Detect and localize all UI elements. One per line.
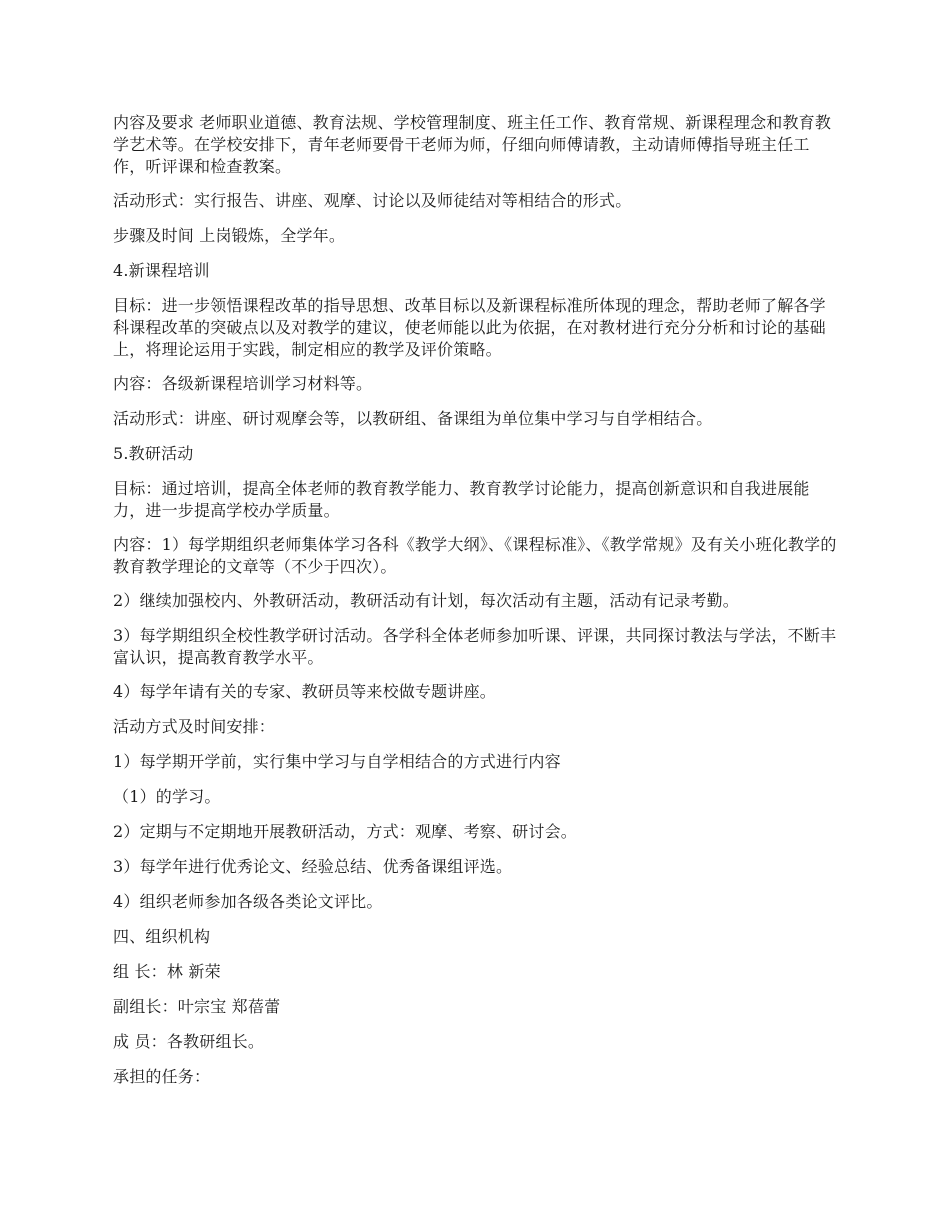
paragraph-content-item-4: 4）每学年请有关的专家、教研员等来校做专题讲座。 (113, 682, 496, 701)
paragraph-content-item-3: 3）每学期组织全校性教学研讨活动。各学科全体老师参加听课、评课，共同探讨教法与学法，不断丰富认识，提高教育教学水平。 (113, 626, 837, 667)
paragraph-activity-form-2: 活动形式：讲座、研讨观摩会等，以教研组、备课组为单位集中学习与自学相结合。 (113, 409, 713, 428)
paragraph-content-materials: 内容：各级新课程培训学习材料等。 (113, 374, 373, 393)
section-heading-new-curriculum: 4.新课程培训 (113, 261, 210, 280)
paragraph-deputy-leader: 副组长：叶宗宝 郑蓓蕾 (113, 997, 281, 1016)
paragraph-content-item-1: 内容：1）每学期组织老师集体学习各科《教学大纲》、《课程标准》、《教学常规》及有关小班化教学的教育教学理论的文章等（不少于四次）。 (113, 535, 837, 576)
paragraph-schedule-heading: 活动方式及时间安排： (113, 717, 276, 736)
paragraph-activity-form-1: 活动形式：实行报告、讲座、观摩、讨论以及师徒结对等相结合的形式。 (113, 191, 632, 210)
paragraph-schedule-item-2: 2）定期与不定期地开展教研活动，方式：观摩、考察、研讨会。 (113, 822, 577, 841)
document-body (113, 112, 839, 1101)
paragraph-content-requirements: 内容及要求 老师职业道德、教育法规、学校管理制度、班主任工作、教育常规、新课程理念和教育教学艺术等。在学校安排下，青年老师要骨干老师为师，仔细向师傅请教，主动请师傅指导班主任工作，听评课和检查教案。 (113, 113, 832, 176)
paragraph-schedule-item-1: 1）每学期开学前，实行集中学习与自学相结合的方式进行内容 (113, 752, 561, 771)
paragraph-schedule-item-4: 4）组织老师参加各级各类论文评比。 (113, 892, 383, 911)
section-heading-teaching-research: 5.教研活动 (113, 444, 194, 463)
paragraph-content-item-2: 2）继续加强校内、外教研活动，教研活动有计划，每次活动有主题，活动有记录考勤。 (113, 591, 739, 610)
section-heading-organization: 四、组织机构 (113, 927, 211, 946)
paragraph-goal-new-curriculum: 目标：进一步领悟课程改革的指导思想、改革目标以及新课程标准所体现的理念，帮助老师了解各学科课程改革的突破点以及对教学的建议，使老师能以此为依据，在对教材进行充分分析和讨论的基础上，将理论运用于实践，制定相应的教学及评价策略。 (113, 296, 826, 359)
paragraph-members: 成 员：各教研组长。 (113, 1032, 265, 1051)
paragraph-goal-research: 目标：通过培训，提高全体老师的教育教学能力、教育教学讨论能力，提高创新意识和自我进展能力，进一步提高学校办学质量。 (113, 479, 810, 520)
paragraph-tasks-heading: 承担的任务： (113, 1067, 211, 1086)
paragraph-group-leader: 组 长：林 新荣 (113, 962, 221, 981)
paragraph-schedule-item-1-cont: （1）的学习。 (113, 787, 221, 806)
paragraph-steps-time: 步骤及时间 上岗锻炼，全学年。 (113, 226, 346, 245)
paragraph-schedule-item-3: 3）每学年进行优秀论文、经验总结、优秀备课组评选。 (113, 857, 513, 876)
